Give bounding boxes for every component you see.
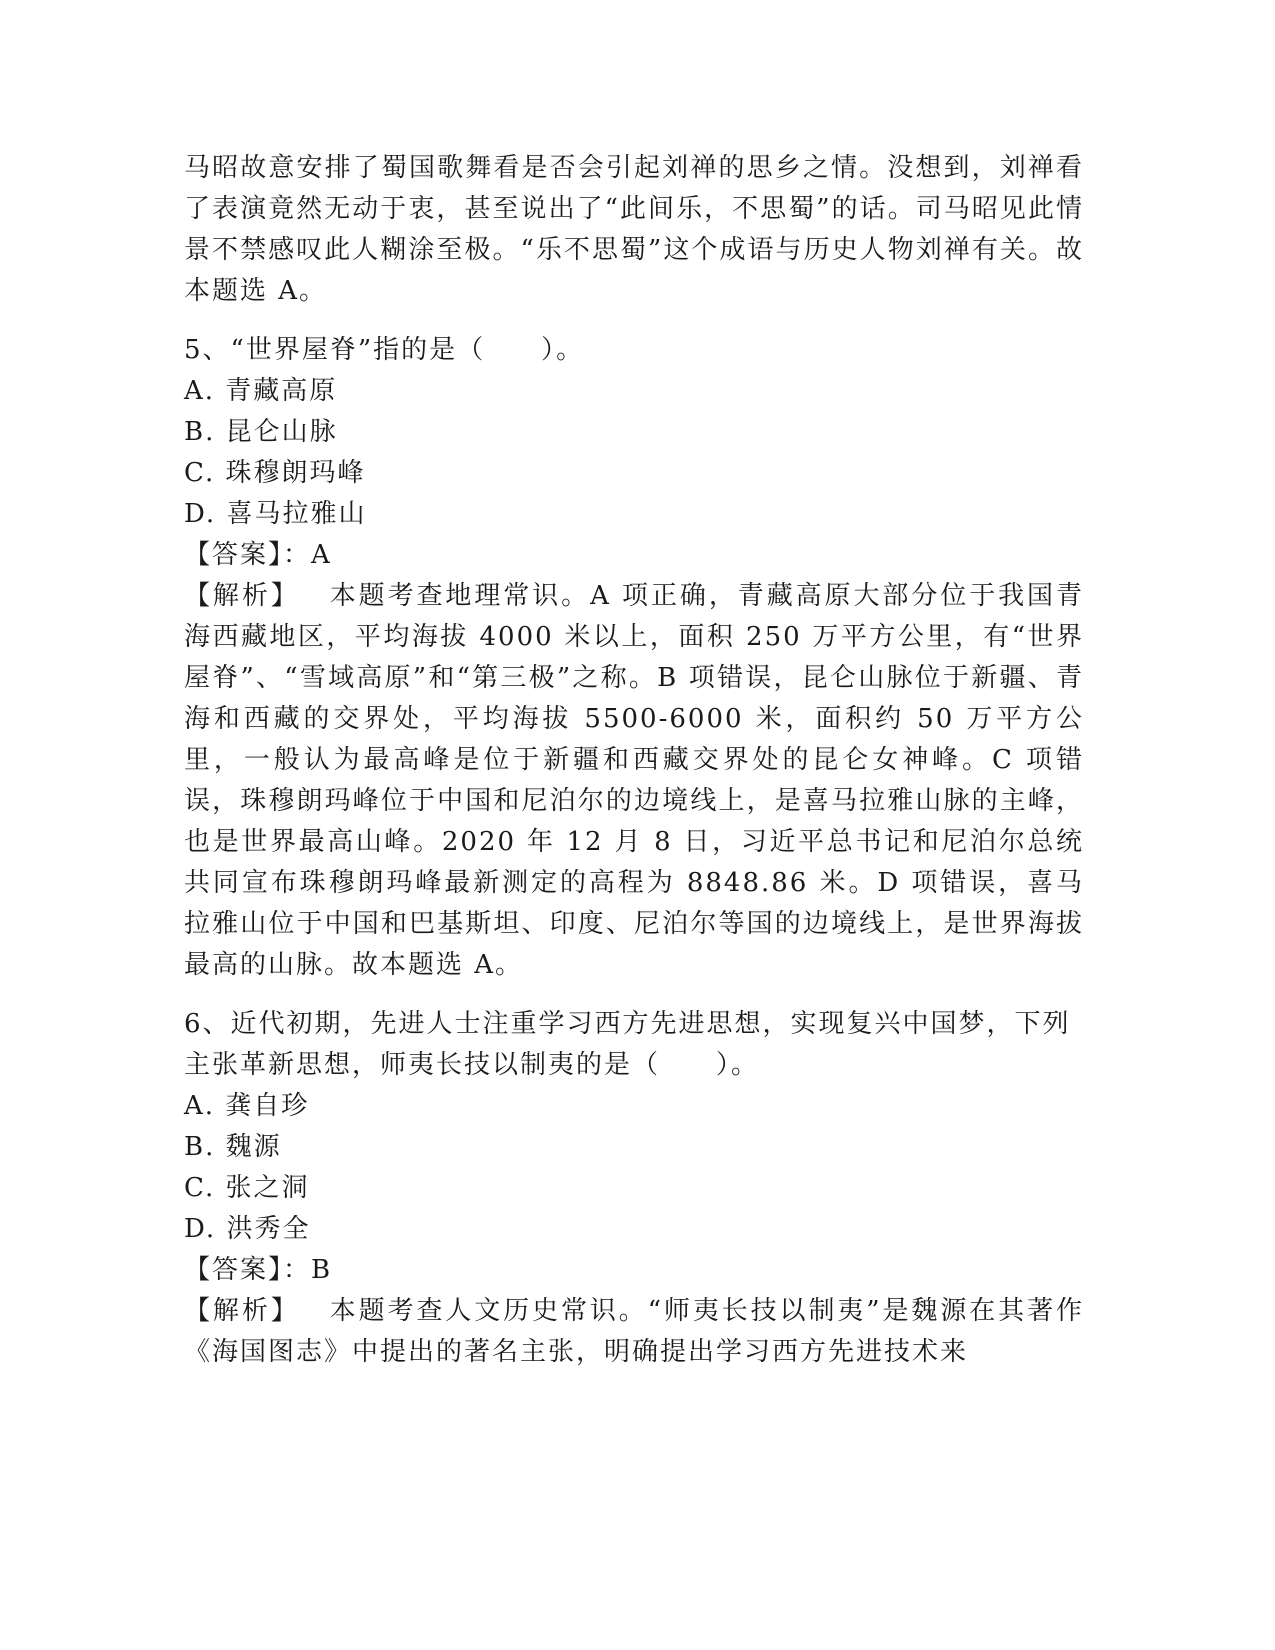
option-c: C. 珠穆朗玛峰 — [184, 458, 366, 488]
analysis-text: 本题考查地理常识。A 项正确，青藏高原大部分位于我国青海西藏地区，平均海拔 4000 米以上，面积 250 万平方公里，有“世界屋脊”、“雪域高原”和“第三极”之称。B 项错误，昆仑山脉位于新疆、青海和西藏的交界处，平均海拔 5500-6000 米，面积约 50 万平方公里，一般认为最高峰是位于新疆和西藏交界处的昆仑女神峰。C 项错误，珠穆朗玛峰位于中国和尼泊尔的边境线上，是喜马拉雅山脉的主峰，也是世界最高山峰。2020 年 12 月 8 日，习近平总书记和尼泊尔总统共同宣布珠穆朗玛峰最新测定的高程为 8848.86 米。D 项错误，喜马拉雅山位于中国和巴基斯坦、印度、尼泊尔等国的边境线上，是世界海拔最高的山脉。故本题选 A。 — [184, 581, 1084, 980]
question-title: 6、近代初期，先进人士注重学习西方先进思想，实现复兴中国梦，下列主张革新思想，师夷长技以制夷的是（ ）。 — [184, 1009, 1071, 1080]
option-d: D. 喜马拉雅山 — [184, 499, 367, 529]
previous-analysis-continuation: 马昭故意安排了蜀国歌舞看是否会引起刘禅的思乡之情。没想到，刘禅看了表演竟然无动于衷，甚至说出了“此间乐，不思蜀”的话。司马昭见此情景不禁感叹此人糊涂至极。“乐不思蜀”这个成语与历史人物刘禅有关。故本题选 A。 — [184, 153, 1084, 306]
question-title: 5、“世界屋脊”指的是（ ）。 — [184, 335, 585, 365]
document-content — [184, 148, 1084, 1373]
analysis-paragraph — [184, 576, 1084, 986]
option-b: B. 昆仑山脉 — [184, 417, 338, 447]
option-a: A. 青藏高原 — [184, 376, 338, 406]
option-a: A. 龚自珍 — [184, 1091, 310, 1121]
question-6 — [184, 1004, 1084, 1373]
option-d: D. 洪秀全 — [184, 1214, 311, 1244]
answer-line: 【答案】：B — [184, 1255, 333, 1285]
analysis-tag: 【解析】 — [184, 1296, 300, 1326]
option-b: B. 魏源 — [184, 1132, 282, 1162]
option-c: C. 张之洞 — [184, 1173, 310, 1203]
question-5 — [184, 330, 1084, 986]
analysis-tag: 【解析】 — [184, 581, 300, 611]
answer-line: 【答案】：A — [184, 540, 332, 570]
analysis-paragraph — [184, 1291, 1084, 1373]
analysis-text: 本题考查人文历史常识。“师夷长技以制夷”是魏源在其著作《海国图志》中提出的著名主张，明确提出学习西方先进技术来 — [184, 1296, 1084, 1367]
